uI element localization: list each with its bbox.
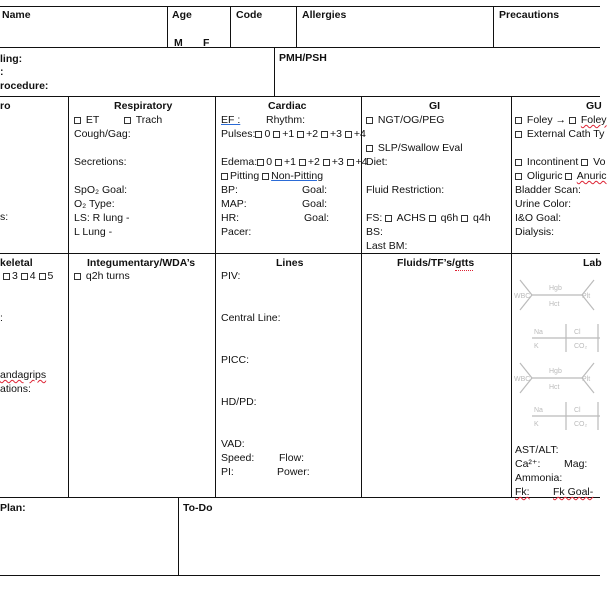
checkbox[interactable] xyxy=(3,273,10,280)
rule-top xyxy=(0,6,600,7)
checkbox[interactable] xyxy=(221,173,228,180)
lines-picc: PICC: xyxy=(221,354,250,366)
cardiac-bp-goal: Goal: xyxy=(302,184,328,196)
gu-io-goal: I&O Goal: xyxy=(515,212,562,224)
header-precautions: Precautions xyxy=(499,9,560,21)
integ-title: Integumentary/WDA’s xyxy=(87,257,196,269)
lab-hgb: Hgb xyxy=(549,285,562,292)
checkbox[interactable] xyxy=(74,117,81,124)
resp-secretions: Secretions: xyxy=(74,156,127,168)
plan-label: Plan: xyxy=(0,502,26,514)
lab-wbc: WBC xyxy=(514,293,531,300)
cardiac-pitting: Pitting Non-Pitting xyxy=(221,170,323,183)
checkbox[interactable] xyxy=(323,159,330,166)
fluids-spellcheck xyxy=(455,268,473,271)
checkbox[interactable] xyxy=(429,215,436,222)
cardiac-map: MAP: xyxy=(221,198,247,210)
labs-fk: Fk: xyxy=(515,486,530,498)
checkbox[interactable] xyxy=(347,159,354,166)
admit-line-1: ling: xyxy=(0,53,23,65)
rule-v-plan xyxy=(178,497,179,575)
gu-incontinent: Incontinent Vo xyxy=(515,156,605,169)
gu-external-cath: External Cath Ty xyxy=(515,128,604,141)
lab-wbc: WBC xyxy=(514,376,531,383)
rule-v-age xyxy=(167,6,168,47)
rule-page-bottom xyxy=(0,575,600,576)
lines-title: Lines xyxy=(276,257,304,269)
lab-cl: Cl xyxy=(574,329,581,336)
musculo-scale: 3 4 5 xyxy=(3,270,53,283)
lab-hct: Hct xyxy=(549,384,560,391)
lines-speed: Speed: xyxy=(221,452,255,464)
cardiac-pacer: Pacer: xyxy=(221,226,252,238)
musculo-handgrips: andagrips xyxy=(0,369,47,381)
header-name: Name xyxy=(2,9,31,21)
bmp-grid-2 xyxy=(532,402,600,430)
checkbox[interactable] xyxy=(124,117,131,124)
checkbox[interactable] xyxy=(273,131,280,138)
rule-v-2 xyxy=(215,96,216,497)
neuro-title: ro xyxy=(0,100,11,112)
checkbox[interactable] xyxy=(366,145,373,152)
labs-title: Lab xyxy=(583,257,602,269)
gi-fluid-restriction: Fluid Restriction: xyxy=(366,184,445,196)
cardiac-edema: Edema: 0 +1 +2 +3 +4 xyxy=(221,156,368,168)
header-code: Code xyxy=(236,9,263,21)
rule-v-pmh xyxy=(274,47,275,96)
cbc-fishbone-2 xyxy=(514,363,594,393)
gi-ngt: NGT/OG/PEG xyxy=(366,114,444,127)
rule-admit-bottom xyxy=(0,96,600,97)
admit-line-2: : xyxy=(0,66,4,78)
bmp-grid-1 xyxy=(532,324,600,352)
header-sex-f: F xyxy=(203,37,210,49)
rule-v-1 xyxy=(68,96,69,497)
resp-spo2: SpO₂ Goal: xyxy=(74,184,128,196)
checkbox[interactable] xyxy=(366,117,373,124)
lab-na: Na xyxy=(534,329,543,336)
checkbox[interactable] xyxy=(345,131,352,138)
lines-central: Central Line: xyxy=(221,312,281,324)
resp-et: ET xyxy=(74,114,99,127)
checkbox[interactable] xyxy=(385,215,392,222)
lines-vad: VAD: xyxy=(221,438,245,450)
respiratory-title: Respiratory xyxy=(114,100,173,112)
rule-body-bottom xyxy=(0,497,600,498)
resp-ls-l: L Lung - xyxy=(74,226,113,238)
neuro-line: s: xyxy=(0,211,9,223)
labs-ammonia: Ammonia: xyxy=(515,472,563,484)
labs-ast-alt: AST/ALT: xyxy=(515,444,559,456)
gu-bladder-scan: Bladder Scan: xyxy=(515,184,581,196)
gu-urine-color: Urine Color: xyxy=(515,198,572,210)
checkbox[interactable] xyxy=(257,159,264,166)
checkbox[interactable] xyxy=(21,273,28,280)
gu-foley: Foley → Foley xyxy=(515,114,607,127)
checkbox[interactable] xyxy=(321,131,328,138)
gu-dialysis: Dialysis: xyxy=(515,226,555,238)
cardiac-hr-goal: Goal: xyxy=(304,212,330,224)
lines-flow: Flow: xyxy=(279,452,305,464)
lines-hd-pd: HD/PD: xyxy=(221,396,257,408)
lab-cl: Cl xyxy=(574,407,581,414)
lab-plt: Plt xyxy=(582,293,591,300)
resp-ls-r: LS: R lung - xyxy=(74,212,130,224)
checkbox[interactable] xyxy=(74,273,81,280)
lines-piv: PIV: xyxy=(221,270,241,282)
lab-hct: Hct xyxy=(549,301,560,308)
lab-plt: Plt xyxy=(582,376,591,383)
checkbox[interactable] xyxy=(515,159,522,166)
checkbox[interactable] xyxy=(565,173,572,180)
lab-co2: CO₂ xyxy=(574,343,588,350)
gu-oliguric: Oliguric Anuric xyxy=(515,170,607,183)
rule-v-allergies xyxy=(296,6,297,47)
cardiac-rhythm: Rhythm: xyxy=(266,114,306,126)
todo-label: To-Do xyxy=(183,502,213,514)
lab-k: K xyxy=(534,421,539,428)
gi-diet: Diet: xyxy=(366,156,388,168)
header-sex-m: M xyxy=(174,37,183,49)
checkbox[interactable] xyxy=(515,131,522,138)
musculo-colon: : xyxy=(0,312,3,324)
checkbox[interactable] xyxy=(569,117,576,124)
header-age: Age xyxy=(172,9,192,21)
cardiac-ef: EF : xyxy=(221,114,241,126)
lab-co2: CO₂ xyxy=(574,421,588,428)
cardiac-title: Cardiac xyxy=(268,100,307,112)
lines-power: Power: xyxy=(277,466,310,478)
labs-calcium: Ca²⁺: xyxy=(515,458,541,470)
resp-trach: Trach xyxy=(124,114,162,127)
gi-fs: FS: ACHS q6h q4h xyxy=(366,212,491,224)
rule-header-bottom xyxy=(0,47,600,48)
gi-slp: SLP/Swallow Eval xyxy=(366,142,463,155)
checkbox[interactable] xyxy=(515,117,522,124)
cbc-fishbone-1 xyxy=(514,280,594,310)
rule-v-precautions xyxy=(493,6,494,47)
integ-q2h: q2h turns xyxy=(74,270,130,283)
resp-o2-type: O₂ Type: xyxy=(74,198,115,210)
checkbox[interactable] xyxy=(39,273,46,280)
checkbox[interactable] xyxy=(515,173,522,180)
checkbox[interactable] xyxy=(299,159,306,166)
resp-cough: Cough/Gag: xyxy=(74,128,131,140)
cardiac-map-goal: Goal: xyxy=(302,198,328,210)
checkbox[interactable] xyxy=(255,131,262,138)
labs-fk-goal: Fk Goal- xyxy=(553,486,594,498)
checkbox[interactable] xyxy=(275,159,282,166)
gi-title: GI xyxy=(429,100,441,112)
fluids-title: Fluids/TF’s/gtts xyxy=(397,257,475,269)
lab-k: K xyxy=(534,343,539,350)
labs-mag: Mag: xyxy=(564,458,588,470)
lab-hgb: Hgb xyxy=(549,368,562,375)
lines-pi: PI: xyxy=(221,466,234,478)
rule-systems-bottom xyxy=(0,253,600,254)
checkbox[interactable] xyxy=(581,159,588,166)
rule-v-code xyxy=(230,6,231,47)
cardiac-hr: HR: xyxy=(221,212,240,224)
cardiac-pulses: Pulses: 0 +1 +2 +3 +4 xyxy=(221,128,366,140)
gi-bs: BS: xyxy=(366,226,383,238)
lab-na: Na xyxy=(534,407,543,414)
gu-title: GU xyxy=(586,100,602,112)
header-allergies: Allergies xyxy=(302,9,347,21)
gi-last-bm: Last BM: xyxy=(366,240,408,252)
checkbox[interactable] xyxy=(297,131,304,138)
checkbox[interactable] xyxy=(461,215,468,222)
musculo-precautions: ations: xyxy=(0,383,31,395)
admit-line-3: rocedure: xyxy=(0,80,49,92)
cardiac-bp: BP: xyxy=(221,184,238,196)
checkbox[interactable] xyxy=(262,173,269,180)
pmh-psh-label: PMH/PSH xyxy=(279,52,327,64)
lab-diagrams xyxy=(512,268,600,438)
musculo-title: keletal xyxy=(0,257,33,269)
